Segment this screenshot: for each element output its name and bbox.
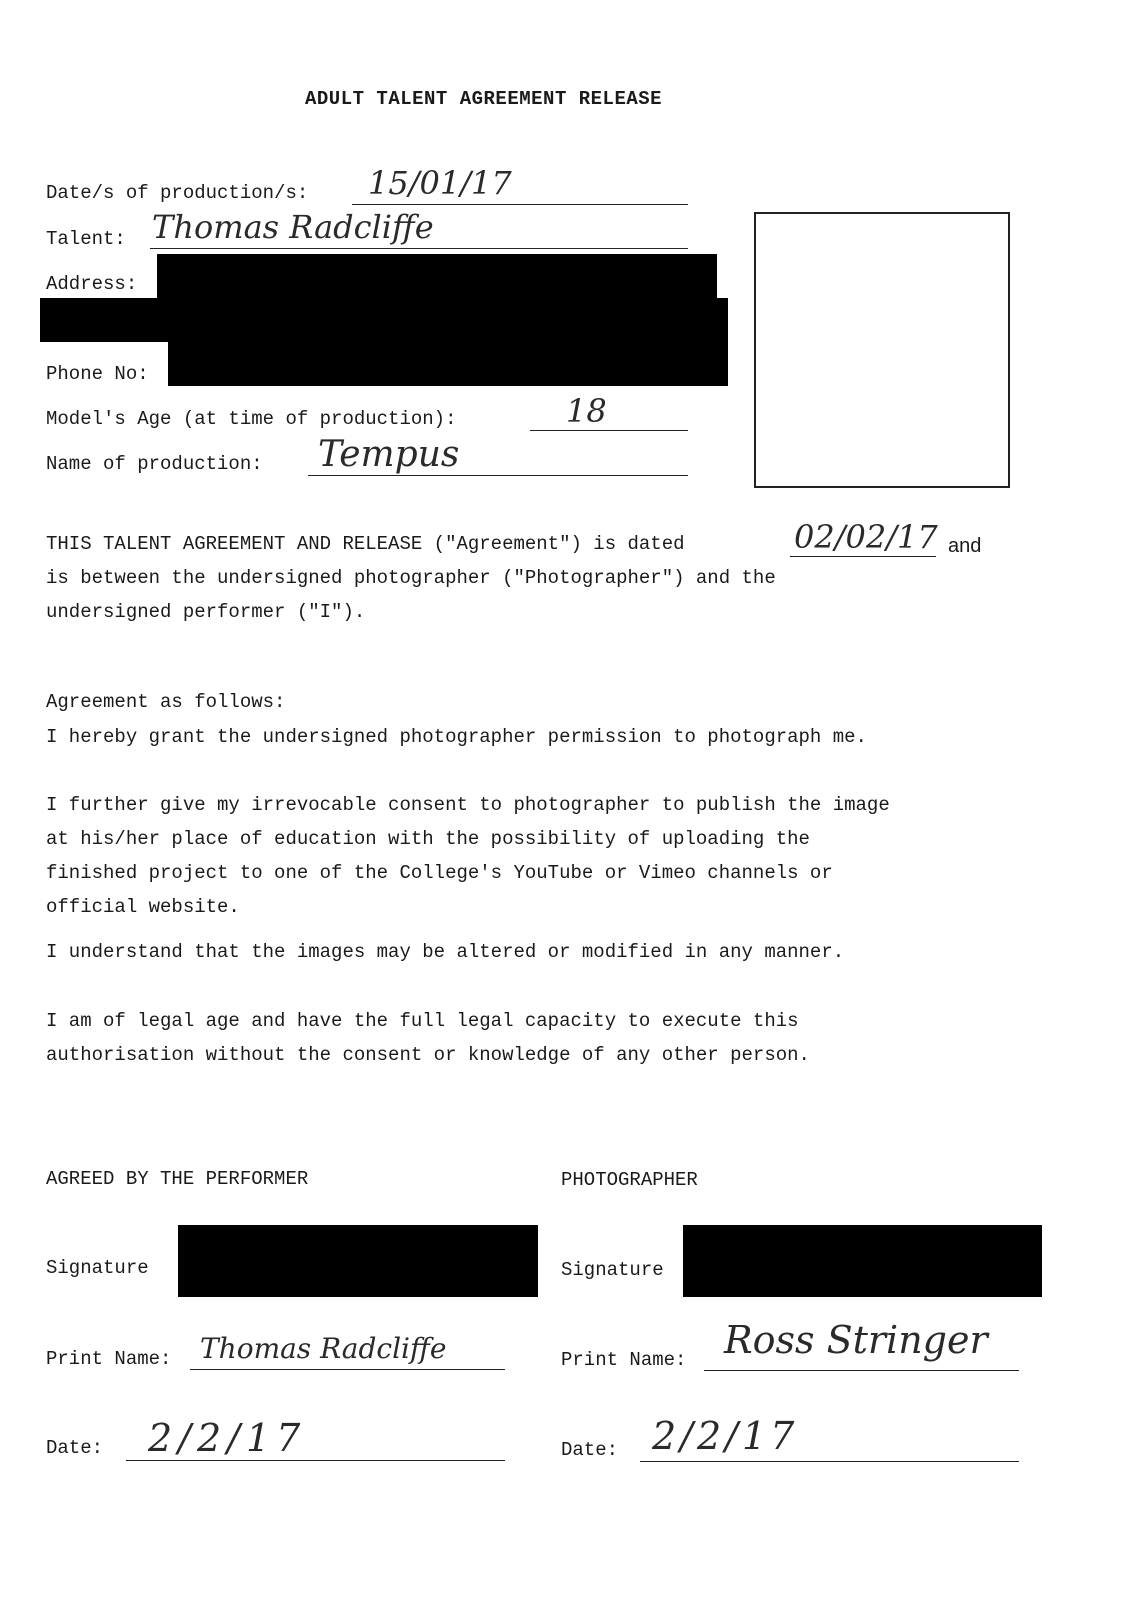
talent-label: Talent: bbox=[46, 228, 126, 250]
intro-line-3: undersigned performer ("I"). bbox=[46, 601, 366, 623]
agreement-heading: Agreement as follows: bbox=[46, 691, 286, 713]
address-label: Address: bbox=[46, 273, 138, 295]
address-redaction-2 bbox=[40, 298, 728, 342]
dated-value: 02/02/17 bbox=[794, 518, 938, 556]
address-redaction-1 bbox=[157, 254, 717, 300]
photographer-date-line bbox=[640, 1461, 1019, 1462]
agreement-p2-line-4: official website. bbox=[46, 896, 240, 918]
performer-date-label: Date: bbox=[46, 1437, 104, 1459]
performer-heading: AGREED BY THE PERFORMER bbox=[46, 1168, 309, 1190]
intro-and: and bbox=[948, 535, 982, 557]
talent-value: Thomas Radcliffe bbox=[152, 208, 434, 246]
agreement-p2-line-1: I further give my irrevocable consent to photographer to publish the image bbox=[46, 794, 890, 816]
production-name-value: Tempus bbox=[318, 434, 460, 475]
production-name-line bbox=[308, 475, 688, 476]
agreement-p3: I understand that the images may be altered or modified in any manner. bbox=[46, 941, 845, 963]
agreement-p4-line-2: authorisation without the consent or knowledge of any other person. bbox=[46, 1044, 810, 1066]
photo-box bbox=[754, 212, 1010, 488]
performer-signature-label: Signature bbox=[46, 1257, 149, 1279]
photographer-date-value: 2/2/17 bbox=[652, 1414, 799, 1458]
talent-line bbox=[150, 248, 688, 249]
production-date-value: 15/01/17 bbox=[368, 164, 512, 202]
performer-signature-redaction bbox=[178, 1225, 538, 1297]
agreement-p4-line-1: I am of legal age and have the full legal capacity to execute this bbox=[46, 1010, 799, 1032]
photographer-date-label: Date: bbox=[561, 1439, 619, 1461]
intro-line-1: THIS TALENT AGREEMENT AND RELEASE ("Agreement") is dated bbox=[46, 533, 685, 555]
performer-print-value: Thomas Radcliffe bbox=[200, 1332, 447, 1365]
intro-line-2: is between the undersigned photographer ("Photographer") and the bbox=[46, 567, 776, 589]
phone-label: Phone No: bbox=[46, 363, 149, 385]
production-date-line bbox=[352, 204, 688, 205]
document-title: ADULT TALENT AGREEMENT RELEASE bbox=[305, 88, 663, 110]
photographer-print-label: Print Name: bbox=[561, 1349, 687, 1371]
agreement-p2-line-3: finished project to one of the College's YouTube or Vimeo channels or bbox=[46, 862, 833, 884]
photographer-signature-label: Signature bbox=[561, 1259, 664, 1281]
age-line bbox=[530, 430, 688, 431]
agreement-p1: I hereby grant the undersigned photographer permission to photograph me. bbox=[46, 726, 867, 748]
photographer-print-line bbox=[704, 1370, 1019, 1371]
performer-date-value: 2/2/17 bbox=[148, 1416, 307, 1460]
photographer-signature-redaction bbox=[683, 1225, 1042, 1297]
performer-print-label: Print Name: bbox=[46, 1348, 172, 1370]
production-date-label: Date/s of production/s: bbox=[46, 182, 309, 204]
performer-date-line bbox=[126, 1460, 505, 1461]
dated-line bbox=[790, 556, 936, 557]
age-label: Model's Age (at time of production): bbox=[46, 408, 457, 430]
photographer-heading: PHOTOGRAPHER bbox=[561, 1169, 698, 1191]
phone-redaction bbox=[168, 340, 728, 386]
age-value: 18 bbox=[566, 392, 607, 430]
production-name-label: Name of production: bbox=[46, 453, 263, 475]
agreement-p2-line-2: at his/her place of education with the possibility of uploading the bbox=[46, 828, 810, 850]
photographer-print-value: Ross Stringer bbox=[724, 1318, 988, 1362]
performer-print-line bbox=[190, 1369, 505, 1370]
